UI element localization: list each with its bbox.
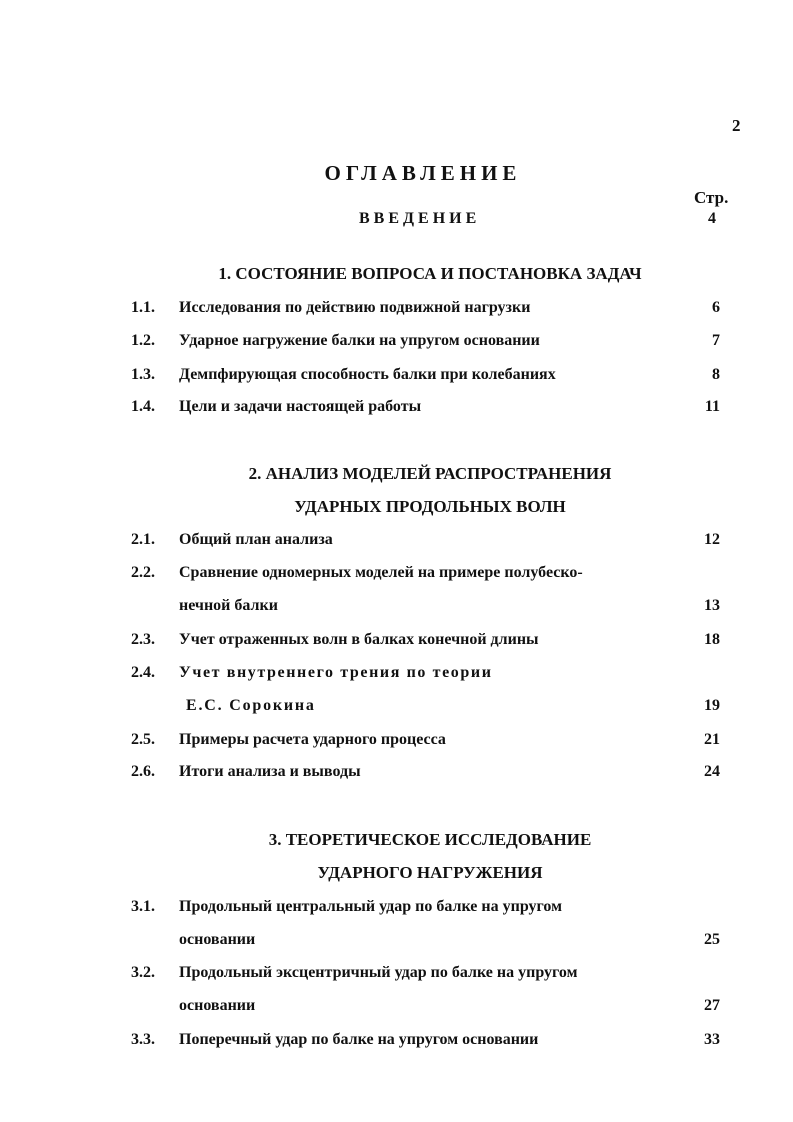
toc-entry-label-continued: Е.С. Сорокина	[186, 697, 316, 714]
toc-entry-number: 2.5.	[131, 731, 155, 748]
toc-entry-label: Учет отраженных волн в балках конечной длины	[179, 631, 539, 648]
toc-entry-label: Продольный эксцентричный удар по балке на упругом	[179, 964, 578, 981]
page-column-label: Стр.	[694, 188, 729, 207]
toc-entry-number: 1.4.	[131, 398, 155, 415]
toc-entry-page: 24	[704, 763, 720, 780]
toc-entry-label: Примеры расчета ударного процесса	[179, 731, 446, 748]
section-2-title-line-1: 2. АНАЛИЗ МОДЕЛЕЙ РАСПРОСТРАНЕНИЯ	[248, 464, 612, 483]
toc-entry-page: 6	[712, 299, 720, 316]
toc-entry-number: 3.3.	[131, 1031, 155, 1048]
toc-entry-number: 1.2.	[131, 332, 155, 349]
introduction-label: ВВЕДЕНИЕ	[359, 210, 481, 227]
toc-entry-label: Исследования по действию подвижной нагрузки	[179, 299, 531, 316]
toc-entry-label: Цели и задачи настоящей работы	[179, 398, 422, 415]
toc-entry-label: Учет внутреннего трения по теории	[179, 664, 493, 681]
toc-entry-page: 33	[704, 1031, 720, 1048]
toc-entry-number: 1.3.	[131, 366, 155, 383]
toc-entry-number: 2.4.	[131, 664, 155, 681]
toc-entry-label: Демпфирующая способность балки при колебаниях	[179, 366, 556, 383]
toc-entry-label-continued: основании	[179, 931, 256, 948]
toc-entry-page: 27	[704, 997, 720, 1014]
toc-entry-page: 25	[704, 931, 720, 948]
toc-entry-label: Поперечный удар по балке на упругом основании	[179, 1031, 539, 1048]
toc-entry-label-continued: основании	[179, 997, 256, 1014]
toc-entry-label: Сравнение одномерных моделей на примере полубеско-	[179, 564, 583, 581]
toc-entry-number: 2.1.	[131, 531, 155, 548]
section-3-title-line-1: 3. ТЕОРЕТИЧЕСКОЕ ИССЛЕДОВАНИЕ	[268, 830, 592, 849]
toc-entry-number: 3.1.	[131, 898, 155, 915]
toc-entry-label: Итоги анализа и выводы	[179, 763, 361, 780]
introduction-page: 4	[708, 210, 716, 227]
toc-entry-page: 18	[704, 631, 720, 648]
toc-entry-page: 7	[712, 332, 720, 349]
toc-title: ОГЛАВЛЕНИЕ	[324, 161, 522, 185]
toc-entry-page: 12	[704, 531, 720, 548]
section-2-title-line-2: УДАРНЫХ ПРОДОЛЬНЫХ ВОЛН	[294, 497, 566, 516]
toc-entry-page: 11	[704, 398, 720, 415]
toc-entry-label: Общий план анализа	[179, 531, 333, 548]
toc-entry-label: Ударное нагружение балки на упругом основании	[179, 332, 540, 349]
page-number: 2	[732, 116, 741, 135]
toc-entry-page: 21	[704, 731, 720, 748]
toc-entry-number: 2.2.	[131, 564, 155, 581]
toc-entry-page: 19	[704, 697, 720, 714]
toc-entry-number: 1.1.	[131, 299, 155, 316]
section-1-title: 1. СОСТОЯНИЕ ВОПРОСА И ПОСТАНОВКА ЗАДАЧ	[218, 264, 642, 283]
toc-entry-page: 13	[704, 597, 720, 614]
toc-entry-label: Продольный центральный удар по балке на упругом	[179, 898, 562, 915]
toc-entry-number: 2.3.	[131, 631, 155, 648]
toc-entry-page: 8	[712, 366, 720, 383]
section-3-title-line-2: УДАРНОГО НАГРУЖЕНИЯ	[317, 863, 543, 882]
toc-entry-number: 3.2.	[131, 964, 155, 981]
toc-entry-number: 2.6.	[131, 763, 155, 780]
toc-entry-label-continued: нечной балки	[179, 597, 278, 614]
